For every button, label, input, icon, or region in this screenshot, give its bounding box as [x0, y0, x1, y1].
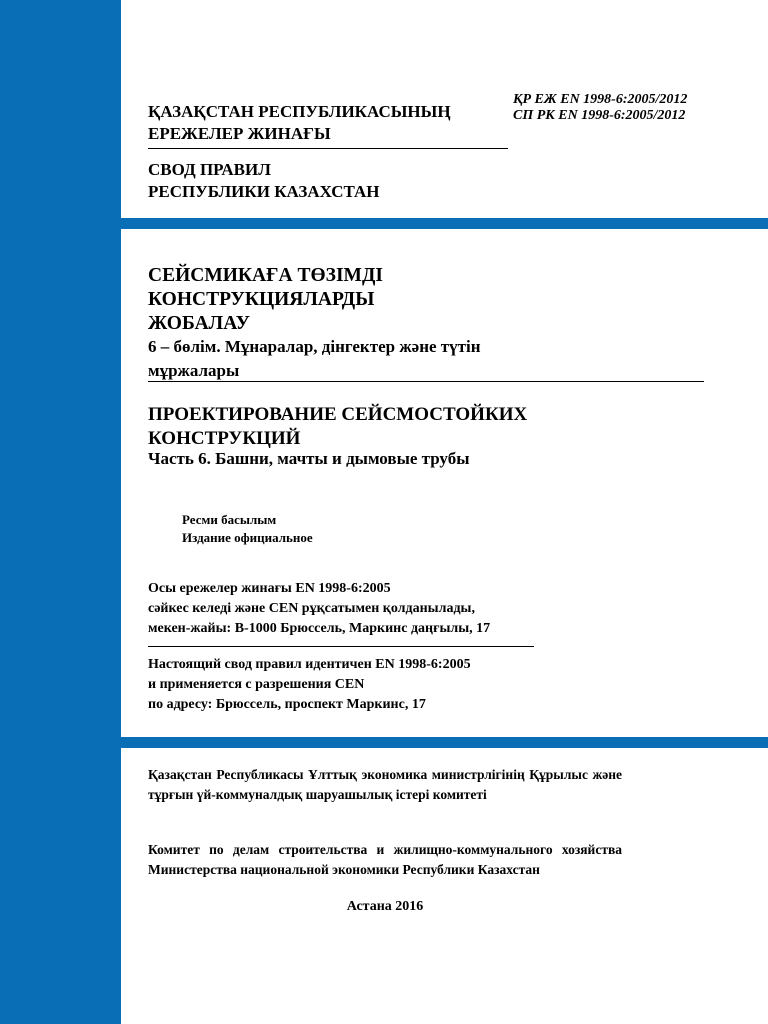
title-kazakh-line-1: СЕЙСМИКАҒА ТӨЗІМДІ — [148, 265, 383, 286]
notice-kazakh — [148, 579, 490, 639]
subtitle-russian: Часть 6. Башни, мачты и дымовые трубы — [148, 449, 470, 468]
header-kazakh — [148, 101, 451, 145]
title-kazakh-line-3: ЖОБАЛАУ — [148, 313, 250, 334]
top-accent-band — [0, 218, 768, 229]
bottom-accent-band — [0, 737, 768, 748]
notice-kazakh-line-1: Осы ережелер жинағы EN 1998-6:2005 — [148, 581, 391, 596]
header-russian-line-2: РЕСПУБЛИКИ КАЗАХСТАН — [148, 182, 380, 201]
notice-kazakh-line-2: сәйкес келеді және CEN рұқсатымен қолданылады, — [148, 601, 475, 616]
left-accent-bar — [0, 0, 121, 1024]
header-divider — [148, 148, 508, 149]
header-kazakh-line-1: ҚАЗАҚСТАН РЕСПУБЛИКАСЫНЫҢ — [148, 102, 451, 121]
organization-russian: Комитет по делам строительства и жилищно-коммунального хозяйства Министерства национальной экономики Республики Казахстан — [148, 842, 622, 877]
edition-russian: Издание официальное — [182, 530, 313, 545]
edition-kazakh: Ресми басылым — [182, 512, 277, 527]
title-divider — [148, 381, 704, 382]
subtitle-kazakh-line-2: мұржалары — [148, 361, 240, 380]
subtitle-kazakh — [148, 335, 481, 383]
title-kazakh — [148, 264, 383, 336]
document-codes — [513, 92, 687, 124]
notice-russian-line-1: Настоящий свод правил идентичен EN 1998-6:2005 — [148, 657, 471, 672]
notice-kazakh-line-3: мекен-жайы: В-1000 Брюссель, Маркинс даңғылы, 17 — [148, 621, 491, 636]
notice-russian-line-3: по адресу: Брюссель, проспект Маркинс, 17 — [148, 697, 426, 712]
header-russian-line-1: СВОД ПРАВИЛ — [148, 160, 271, 179]
notice-russian — [148, 655, 471, 715]
organization-kazakh: Қазақстан Республикасы Ұлттық экономика министрлігінің Құрылыс және тұрғын үй-коммуналдық шаруашылық істері комитеті — [148, 767, 622, 802]
header-russian — [148, 159, 380, 203]
notice-divider — [148, 646, 534, 647]
code-russian: СП РК EN 1998-6:2005/2012 — [513, 108, 686, 123]
title-russian-line-2: КОНСТРУКЦИЙ — [148, 428, 301, 449]
title-kazakh-line-2: КОНСТРУКЦИЯЛАРДЫ — [148, 289, 375, 310]
header-kazakh-line-2: ЕРЕЖЕЛЕР ЖИНАҒЫ — [148, 124, 331, 143]
title-russian — [148, 403, 527, 451]
subtitle-kazakh-line-1: 6 – бөлім. Мұнаралар, дінгектер және түтін — [148, 337, 481, 356]
title-russian-line-1: ПРОЕКТИРОВАНИЕ СЕЙСМОСТОЙКИХ — [148, 404, 528, 425]
code-kazakh: ҚР ЕЖ EN 1998-6:2005/2012 — [513, 92, 688, 107]
edition-label — [182, 511, 313, 547]
notice-russian-line-2: и применяется с разрешения CEN — [148, 677, 365, 692]
city-year: Астана 2016 — [346, 899, 424, 914]
